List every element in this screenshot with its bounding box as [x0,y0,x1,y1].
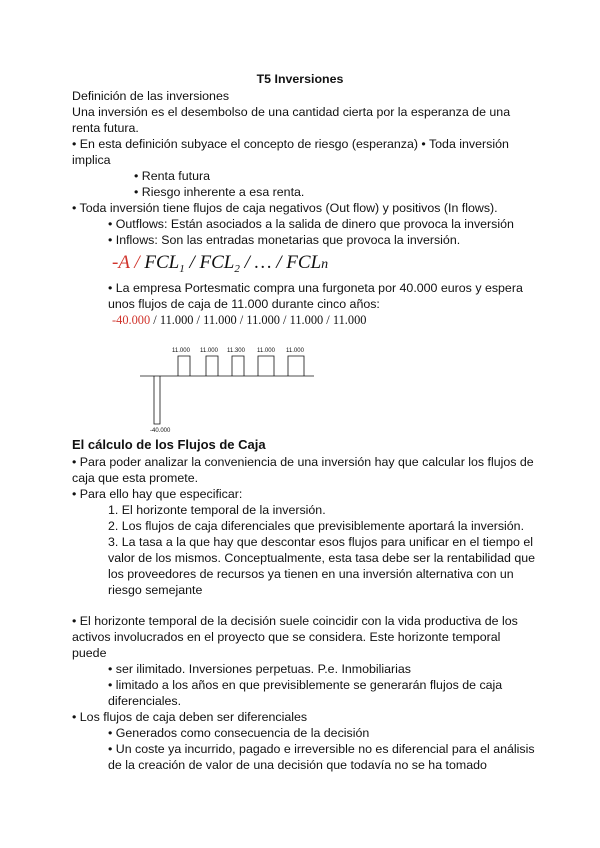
numbered-item: los proveedores de recursos ya tienen en una inversión alternativa con un [108,567,514,581]
inflow-label: 11.000 [257,348,275,354]
inflow-bar [288,356,304,376]
formula-fcl1: FCL [144,252,180,273]
sub-bullet: • Generados como consecuencia de la decisión [108,726,370,740]
sub-bullet: • limitado a los años en que previsiblemente se generarán flujos de caja [108,678,503,692]
cashflow-diagram [140,340,320,436]
formula-negative: -A / [112,252,140,273]
sub-bullet: • ser ilimitado. Inversiones perpetuas. P.e. Inmobiliarias [108,662,412,676]
page-title: T5 Inversiones [256,72,344,86]
example-line: unos flujos de caja de 11.000 durante cinco años: [108,297,380,311]
sub-bullet: • Un coste ya incurrido, pagado e irreversible no es diferencial para el análisis [108,742,535,756]
bullet-line: • Para poder analizar la conveniencia de una inversión hay que calcular los flujos de [72,455,534,469]
bullet-line: • En esta definición subyace el concepto de riesgo (esperanza) • Toda inversión [72,137,509,151]
text-line: renta futura. [72,121,139,135]
text-line: puede [72,646,107,660]
text-line: diferenciales. [108,694,182,708]
text-line: implica [72,153,111,167]
sub-bullet: • Riesgo inherente a esa renta. [134,185,305,199]
text-line: activos involucrados en el proyecto que se considera. Este horizonte temporal [72,630,501,644]
inflow-label: 11.000 [286,348,304,354]
text-line: Una inversión es el desembolso de una cantidad cierta por la esperanza de una [72,105,511,119]
cashflow-formula [112,252,328,275]
formula-rest: / … / FCL [244,252,322,273]
formula-sub1: 1 [179,263,185,275]
bullet-line: • Los flujos de caja deben ser diferenciales [72,710,308,724]
sub-bullet: • Outflows: Están asociados a la salida de dinero que provoca la inversión [108,217,514,231]
inflow-bar [232,356,244,376]
flows-negative: -40.000 [112,313,151,327]
inflow-bar [206,356,218,376]
inflow-bar [178,356,190,376]
inflow-bar [258,356,274,376]
outflow-label: -40.000 [150,428,171,434]
flows-positive: / 11.000 / 11.000 / 11.000 / 11.000 / 11.000 [150,313,367,327]
numbered-item: riesgo semejante [108,583,203,597]
numbered-item: 2. Los flujos de caja diferenciales que previsiblemente aportará la inversión. [108,519,525,533]
numbered-item: 1. El horizonte temporal de la inversión. [108,503,326,517]
text-line: de la creación de valor de una decisión que todavía no se ha tomado [108,758,487,772]
outflow-bar [154,376,160,424]
bullet-line: • El horizonte temporal de la decisión suele coincidir con la vida productiva de los [72,614,518,628]
text-line: caja que esta promete. [72,471,199,485]
formula-subn: n [321,257,329,272]
subtitle-definition: Definición de las inversiones [72,89,230,103]
inflow-label: 11.000 [200,348,218,354]
numbered-item: valor de los mismos. Conceptualmente, esta tasa debe ser la rentabilidad que [108,551,536,565]
inflow-label: 11.300 [227,348,245,354]
sub-bullet: • Renta futura [134,169,210,183]
bullet-line: • Para ello hay que especificar: [72,487,243,501]
flows-sequence [112,313,366,328]
bullet-line: • Toda inversión tiene flujos de caja negativos (Out flow) y positivos (In flows). [72,201,498,215]
sub-bullet: • Inflows: Son las entradas monetarias que provoca la inversión. [108,233,461,247]
section-heading: El cálculo de los Flujos de Caja [72,437,266,452]
inflow-label: 11.000 [172,348,190,354]
numbered-item: 3. La tasa a la que hay que descontar esos flujos para unificar en el tiempo el [108,535,533,549]
formula-sub2: 2 [234,263,240,275]
example-line: • La empresa Portesmatic compra una furgoneta por 40.000 euros y espera [108,281,523,295]
formula-fcl2: / FCL [189,252,235,273]
